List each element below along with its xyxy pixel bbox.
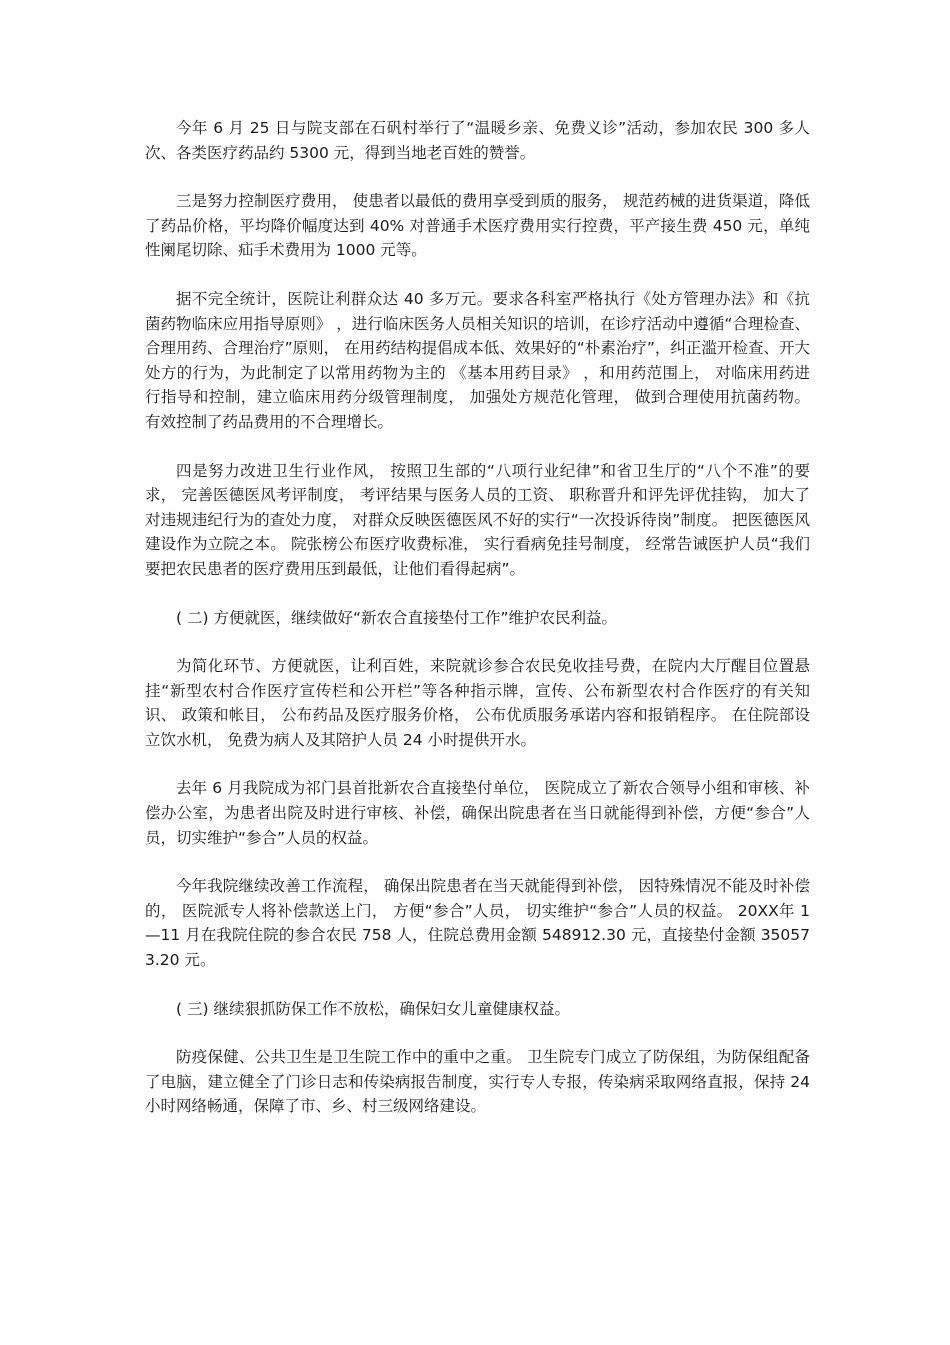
paragraph-public-health: 防疫保健、公共卫生是卫生院工作中的重中之重。 卫生院专门成立了防保组，为防保组配备了电脑，建立健全了门诊日志和传染病报告制度，实行专人专报，传染病采取网络直报，保持 24 小时网络畅通，保障了市、乡、村三级网络建设。 [145, 1048, 810, 1116]
document-body [145, 116, 810, 1143]
paragraph-industry-conduct: 四是努力改进卫生行业作风， 按照卫生部的“八项行业纪律”和省卫生厅的“八个不准”的要求， 完善医德医风考评制度， 考评结果与医务人员的工资、 职称晋升和评先评优挂钩， 加大了对违规违纪行为的查处力度， 对群众反映医德医风不好的实行“一次投诉待岗”制度。 把医德医风建设作为立院之本。 院张榜公布医疗收费标准， 实行看病免挂号制度， 经常告诫医护人员“我们要把农民患者的医疗费用压到最低，让他们看得起病”。 [145, 461, 810, 578]
paragraph-workflow-improvement: 今年我院继续改善工作流程， 确保出院患者在当天就能得到补偿， 因特殊情况不能及时补偿的， 医院派专人将补偿款送上门， 方便“参合”人员， 切实维护“参合”人员的权益。 20XX年 1—11 月在我院住院的参合农民 758 人，住院总费用金额 548912.30 元，直接垫付金额 350573.20 元。 [145, 877, 810, 970]
section-heading-convenience: ( 二) 方便就医，继续做好“新农合直接垫付工作”维护农民利益。 [176, 608, 618, 627]
paragraph-rational-drug-use: 据不完全统计，医院让利群众达 40 多万元。要求各科室严格执行《处方管理办法》和《抗菌药物临床应用指导原则》 ，进行临床医务人员相关知识的培训，在诊疗活动中遵循“合理检查、 合理用药、合理治疗”原则， 在用药结构提倡成本低、效果好的“朴素治疗”，纠正滥开检查、开大处方的行为，为此制定了以常用药物为主的 《基本用药目录》 ，和用药范围上， 对临床用药进行指导和控制，建立临床用药分级管理制度， 加强处方规范化管理， 做到合理使用抗菌药物。 有效控制了药品费用的不合理增长。 [145, 289, 810, 431]
paragraph-cost-control: 三是努力控制医疗费用， 使患者以最低的费用享受到质的服务， 规范药械的进货渠道，降低了药品价格，平均降价幅度达到 40% 对普通手术医疗费用实行控费，平产接生费 450 元，单纯性阑尾切除、疝手术费用为 1000 元等。 [145, 192, 810, 260]
paragraph-simplify-process: 为简化环节、方便就医，让利百姓，来院就诊参合农民免收挂号费，在院内大厅醒目位置悬挂“新型农村合作医疗宣传栏和公开栏”等各种指示牌，宣传、公布新型农村合作医疗的有关知识、 政策和帐目， 公布药品及医疗服务价格， 公布优质服务承诺内容和报销程序。 在住院部设立饮水机， 免费为病人及其陪护人员 24 小时提供开水。 [145, 657, 810, 749]
paragraph-free-clinic: 今年 6 月 25 日与院支部在石矾村举行了“温暖乡亲、免费义诊”活动，参加农民 300 多人次、各类医疗药品约 5300 元，得到当地老百姓的赞誉。 [145, 119, 810, 162]
paragraph-direct-payment: 去年 6 月我院成为祁门县首批新农合直接垫付单位， 医院成立了新农合领导小组和审核、补偿办公室，为患者出院及时进行审核、补偿，确保出院患者在当日就能得到补偿，方便“参合”人员，切实维护“参合”人员的权益。 [145, 779, 810, 847]
section-heading-prevention: ( 三) 继续狠抓防保工作不放松，确保妇女儿童健康权益。 [176, 999, 570, 1018]
